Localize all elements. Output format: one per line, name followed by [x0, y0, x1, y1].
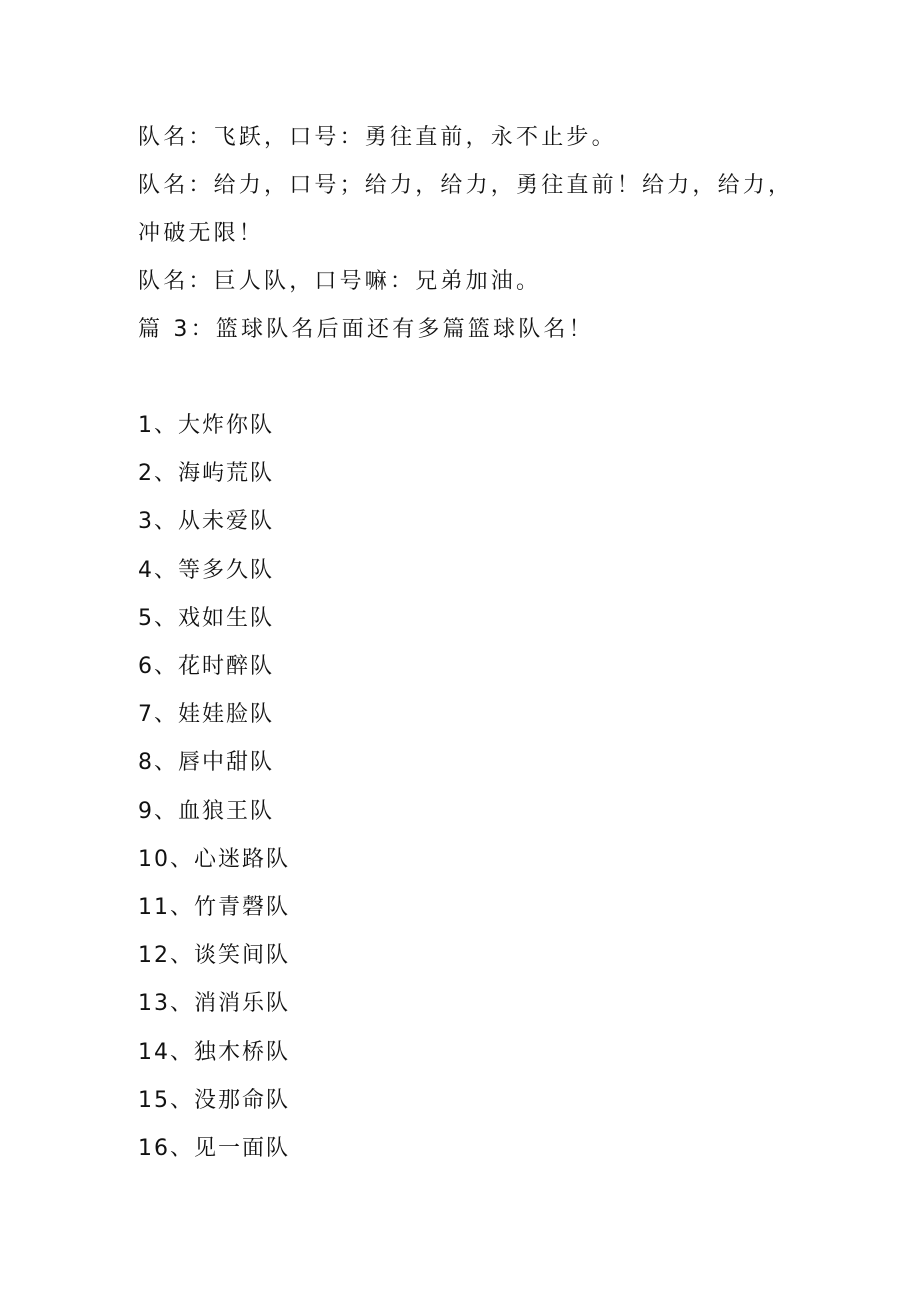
list-item: 8、唇中甜队	[138, 750, 274, 776]
list-item: 1、大炸你队	[138, 413, 274, 438]
list-item: 14、独木桥队	[138, 1039, 290, 1065]
list-item: 6、花时醉队	[138, 654, 274, 680]
blank-line	[138, 354, 818, 402]
paragraph-team-juren: 队名：巨人队，口号嘛：兄弟加油。	[138, 269, 542, 294]
list-item: 2、海屿荒队	[138, 461, 274, 487]
list-item: 3、从未爱队	[138, 509, 274, 535]
paragraph-team-geili: 队名：给力，口号；给力，给力，勇往直前！给力，给力，冲破无限！	[138, 173, 794, 246]
list-item: 4、等多久队	[138, 557, 274, 583]
list-item: 5、戏如生队	[138, 605, 274, 631]
team-name-list	[138, 402, 818, 1173]
list-item: 12、谈笑间队	[138, 943, 290, 969]
list-item: 7、娃娃脸队	[138, 702, 274, 728]
list-item: 15、没那命队	[138, 1087, 290, 1113]
list-item: 9、血狼王队	[138, 798, 274, 824]
section-heading: 篇 3：篮球队名后面还有多篇篮球队名！	[138, 317, 594, 342]
list-item: 16、见一面队	[138, 1136, 290, 1162]
list-item: 11、竹青磬队	[138, 895, 290, 921]
list-item: 13、消消乐队	[138, 991, 290, 1017]
list-item: 10、心迷路队	[138, 846, 290, 872]
paragraph-team-feiyue: 队名：飞跃，口号：勇往直前，永不止步。	[138, 125, 617, 150]
document-body	[138, 114, 818, 1173]
